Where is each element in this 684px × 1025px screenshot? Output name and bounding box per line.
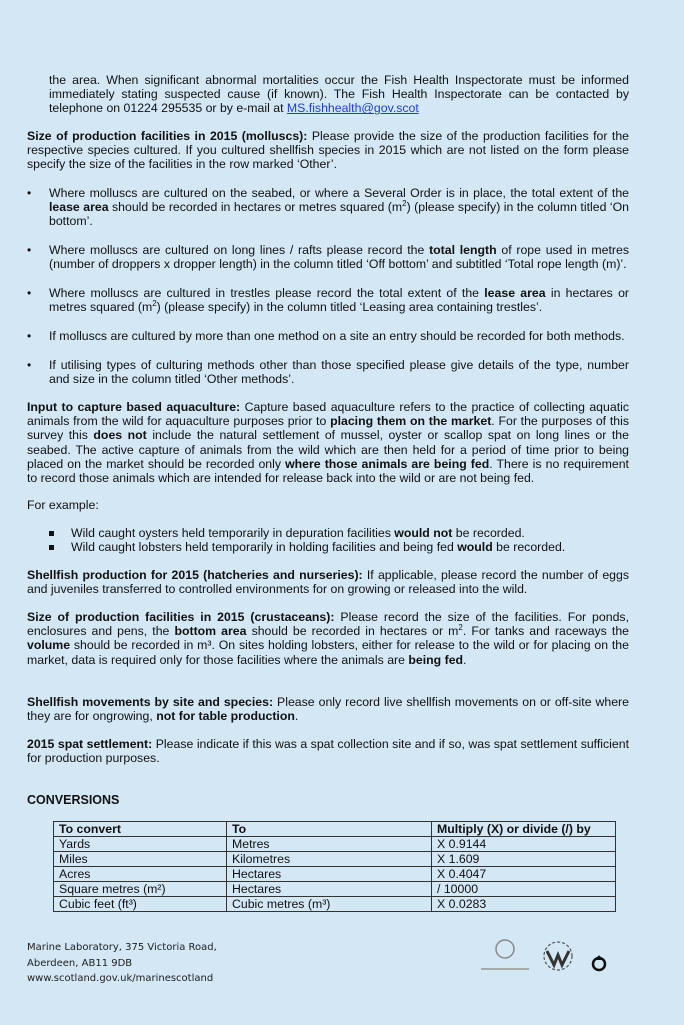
footer-address xyxy=(27,940,217,987)
molluscs-heading: Size of production facilities in 2015 (molluscs): xyxy=(27,129,308,143)
bullet-3-text-a: Where molluscs are cultured in trestles please record the total extent of the xyxy=(49,286,485,300)
bullet-2-bold: total length xyxy=(429,243,497,257)
crustaceans-text-1: Please record the size of the facilities. For ponds, enclosures and pens, the xyxy=(27,610,629,639)
table-cell: Metres xyxy=(227,837,432,852)
crustaceans-bold-3: being fed xyxy=(408,652,464,667)
table-cell: Cubic feet (ft³) xyxy=(54,897,227,912)
bullet-icon: • xyxy=(27,243,32,257)
bullet-3-bold: lease area xyxy=(484,286,546,300)
bullet-1-bold: lease area xyxy=(49,200,109,215)
example-2-bold: would xyxy=(457,540,493,554)
crustaceans-heading: Size of production facilities in 2015 (crustaceans): xyxy=(27,610,335,624)
example-1-text-c: be recorded. xyxy=(452,526,525,540)
table-cell: X 0.9144 xyxy=(432,837,616,852)
recycle-icon xyxy=(593,956,605,970)
marine-scotland-logo xyxy=(544,942,572,970)
bullet-4-text: If molluscs are cultured by more than one method on a site an entry should be recorded for both methods. xyxy=(49,329,625,343)
example-1-text-a: Wild caught oysters held temporarily in depuration facilities xyxy=(71,526,395,540)
table-row xyxy=(54,852,616,867)
conversions-heading: CONVERSIONS xyxy=(27,793,120,807)
footer-line: Aberdeen, AB11 9DB xyxy=(27,957,133,969)
bullet-3-sup: 2 xyxy=(152,299,157,309)
square-bullet-icon xyxy=(49,531,54,536)
crustaceans-sup: 2 xyxy=(458,623,463,633)
fish-health-email-link[interactable]: MS.fishhealth@gov.scot xyxy=(286,101,419,116)
table-row xyxy=(54,882,616,897)
table-header-cell: To xyxy=(227,822,432,837)
bullet-1-text-c: ) (please specify) in the column titled ‘On bottom’. xyxy=(49,200,630,229)
bullet-icon: • xyxy=(27,286,32,300)
table-header-cell: Multiply (X) or divide (/) by xyxy=(432,822,616,837)
crustaceans-text-4: should be recorded in m³. On sites holding lobsters, either for release to the wild or for placing on the market, data is required only for those facilities where the animals are xyxy=(27,638,629,667)
table-row xyxy=(54,837,616,852)
bullet-3-text-b: in hectares or metres squared (m xyxy=(49,286,630,315)
table-cell: Yards xyxy=(54,837,227,852)
table-header-row xyxy=(54,822,616,837)
crustaceans-bold-1: bottom area xyxy=(174,624,247,639)
bullet-icon: • xyxy=(27,358,32,372)
square-bullet-icon xyxy=(49,545,54,550)
hatcheries-heading: Shellfish production for 2015 (hatcheries and nurseries): xyxy=(27,568,363,582)
crustaceans-text-2: should be recorded in hectares or m xyxy=(246,624,459,639)
crustaceans-text-5: . xyxy=(463,652,467,667)
capture-bold-2: does not xyxy=(93,428,147,443)
capture-bold-3: where those animals are being fed xyxy=(285,456,490,471)
footer-line: Marine Laboratory, 375 Victoria Road, xyxy=(27,942,217,953)
bullet-3-text-c: ) (please specify) in the column titled ‘Leasing area containing trestles’. xyxy=(156,300,543,315)
conversions-table xyxy=(53,821,616,912)
bullet-2-text-b: of rope used in metres (number of droppers x dropper length) in the column titled ‘Off bottom’ and subtitled ‘Total rope length (m)’. xyxy=(49,243,629,272)
example-item-2 xyxy=(27,540,629,555)
investors-in-people-logo xyxy=(481,940,529,970)
footer-website: www.scotland.gov.uk/marinescotland xyxy=(27,973,214,984)
intro-text: the area. When significant abnormal mortalities occur the Fish Health Inspectorate must be informed immediately stating suspected cause (if known). The Fish Health Inspectorate can be contacted by telephone on 01224 295535 or by e-mail at xyxy=(49,73,629,116)
spat-heading: 2015 spat settlement: xyxy=(27,737,153,751)
spat-text: Please indicate if this was a spat collection site and if so, was spat settlement sufficient for production purposes. xyxy=(27,737,629,766)
bullet-1-text-a: Where molluscs are cultured on the seabed, or where a Several Order is in place, the total extent of the xyxy=(49,186,629,200)
capture-text-1: Capture based aquaculture refers to the practice of collecting aquatic animals from the wild for aquaculture purposes prior to xyxy=(27,400,629,429)
bullet-2-text-a: Where molluscs are cultured on long lines / rafts please record the xyxy=(49,243,430,257)
table-cell: Hectares xyxy=(227,882,432,897)
crustaceans-bold-2: volume xyxy=(27,638,71,653)
table-cell: X 0.4047 xyxy=(432,867,616,882)
table-cell: Miles xyxy=(54,852,227,867)
for-example-label: For example: xyxy=(27,498,99,512)
movements-text-1: Please only record live shellfish movements on or off-site where they are for ongrowing, xyxy=(27,695,629,724)
capture-bold-1: placing them on the market xyxy=(330,414,492,429)
example-item-1 xyxy=(27,526,629,541)
bullet-1-sup: 2 xyxy=(402,199,407,209)
molluscs-text: Please provide the size of the production facilities for the respective species cultured. If you cultured shellfish species in 2015 which are not listed on the form please specify the size of the facilities in the row marked ‘Other’. xyxy=(27,129,629,172)
molluscs-paragraph xyxy=(27,129,629,172)
example-2-text-a: Wild caught lobsters held temporarily in holding facilities and being fed xyxy=(71,540,458,554)
capture-text-4: . There is no requirement to record those animals which are intended for release back into the wild or are not being fed. xyxy=(27,456,629,486)
table-cell: Acres xyxy=(54,867,227,882)
hatcheries-paragraph xyxy=(27,568,629,596)
table-row xyxy=(54,867,616,882)
capture-text-2: . For the purposes of this survey this xyxy=(27,414,629,443)
table-cell: Hectares xyxy=(227,867,432,882)
capture-heading: Input to capture based aquaculture: xyxy=(27,400,241,414)
table-cell: Kilometres xyxy=(227,852,432,867)
example-2-text-c: be recorded. xyxy=(492,540,566,554)
intro-paragraph xyxy=(49,73,629,116)
spat-paragraph xyxy=(27,737,629,765)
footer-logos xyxy=(478,937,618,977)
crustaceans-text-3: . For tanks and raceways the xyxy=(462,624,629,639)
table-header-cell: To convert xyxy=(54,822,227,837)
bullet-icon: • xyxy=(27,329,32,343)
bullet-1-text-b: should be recorded in hectares or metres squared (m xyxy=(108,200,403,215)
table-cell: / 10000 xyxy=(432,882,616,897)
movements-text-2: . xyxy=(294,709,299,724)
movements-paragraph xyxy=(27,695,629,723)
table-row xyxy=(54,897,616,912)
movements-heading: Shellfish movements by site and species: xyxy=(27,695,274,709)
bullet-5-text: If utilising types of culturing methods other than those specified please give details of the type, number and size in the column titled ‘Other methods’. xyxy=(49,358,629,387)
capture-paragraph xyxy=(27,400,629,485)
example-1-bold: would not xyxy=(394,526,453,540)
crustaceans-paragraph xyxy=(27,610,629,667)
movements-bold: not for table production xyxy=(156,709,295,724)
table-cell: Cubic metres (m³) xyxy=(227,897,432,912)
table-cell: X 1.609 xyxy=(432,852,616,867)
table-cell: X 0.0283 xyxy=(432,897,616,912)
hatcheries-text: If applicable, please record the number of eggs and juveniles transferred to controlled environments for on growing or released into the wild. xyxy=(27,568,629,597)
capture-text-3: include the natural settlement of mussel, oyster or scallop spat on long lines or the seabed. The active capture of animals from the wild which are then held for a period of time prior to being placed on the market should be recorded only xyxy=(27,428,629,471)
table-cell: Square metres (m²) xyxy=(54,882,227,897)
bullet-icon: • xyxy=(27,186,32,200)
